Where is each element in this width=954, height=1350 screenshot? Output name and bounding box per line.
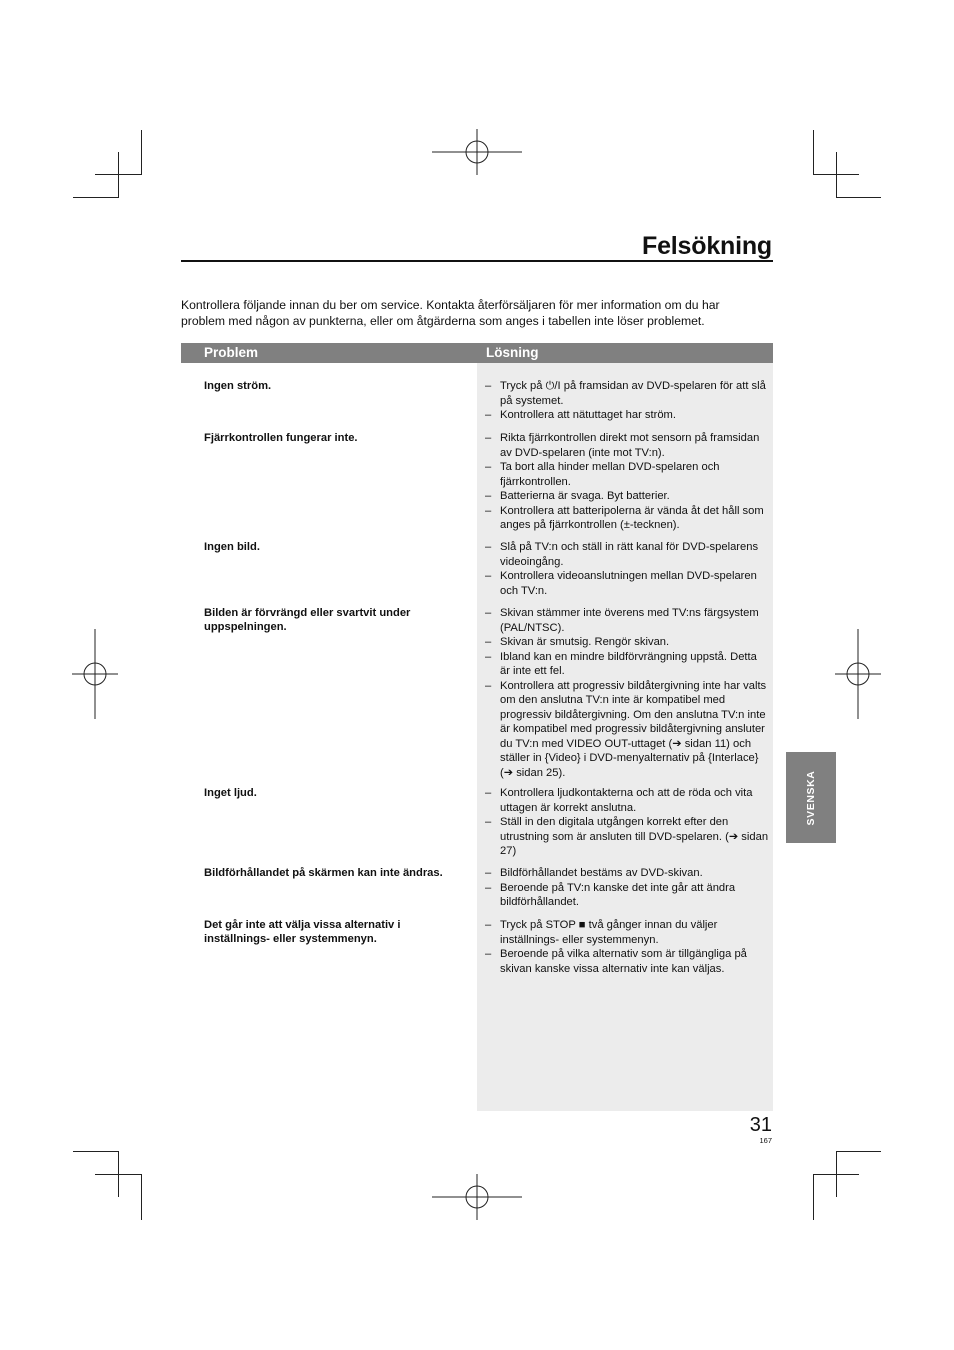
crop-mark: [836, 197, 881, 198]
solution-list: [485, 866, 769, 910]
crop-mark: [813, 1174, 859, 1175]
crop-mark: [73, 1151, 119, 1152]
page-number: 31: [749, 1114, 772, 1136]
crop-mark: [836, 1151, 881, 1152]
crop-mark: [118, 152, 119, 198]
problem-text: Ingen bild.: [204, 541, 260, 553]
sub-page-number: 167: [759, 1136, 772, 1145]
problem-text: Bildförhållandet på skärmen kan inte ändras.: [204, 867, 443, 879]
registration-target-icon: [432, 1152, 522, 1242]
title-underline: [181, 260, 773, 262]
table-header: [181, 343, 773, 363]
solution-item: – Skivan är smutsig. Rengör skivan.: [485, 635, 769, 650]
registration-target-icon: [50, 629, 140, 719]
solution-item: – Kontrollera videoanslutningen mellan DVD-spelaren och TV:n.: [485, 569, 769, 598]
problem-text: Fjärrkontrollen fungerar inte.: [204, 432, 358, 444]
language-tab: [786, 752, 836, 843]
solution-item: – Kontrollera att batteripolerna är vända åt det håll som anges på fjärrkontrollen (±-tecknen).: [485, 504, 769, 533]
crop-mark: [836, 152, 837, 198]
solution-item: – Rikta fjärrkontrollen direkt mot sensorn på framsidan av DVD-spelaren (inte mot TV:n).: [485, 431, 769, 460]
crop-mark: [141, 130, 142, 174]
solution-item: – Bildförhållandet bestäms av DVD-skivan.: [485, 866, 769, 881]
solution-list: [485, 606, 769, 780]
registration-target-icon: [813, 629, 903, 719]
solution-list: [485, 379, 769, 423]
solution-item: – Ibland kan en mindre bildförvrängning uppstå. Detta är inte ett fel.: [485, 650, 769, 679]
crop-mark: [813, 130, 814, 174]
intro-line: Kontrollera följande innan du ber om service. Kontakta återförsäljaren för mer information om du har: [181, 298, 720, 312]
solution-item: – Kontrollera att nätuttaget har ström.: [485, 408, 769, 423]
problem-text: Ingen ström.: [204, 380, 272, 392]
crop-mark: [141, 1174, 142, 1220]
solution-list: [485, 918, 769, 976]
header-problem: Problem: [204, 345, 259, 360]
crop-mark: [813, 1174, 814, 1220]
solution-item: – Skivan stämmer inte överens med TV:ns färgsystem (PAL/NTSC).: [485, 606, 769, 635]
solution-item: – Slå på TV:n och ställ in rätt kanal för DVD-spelarens videoingång.: [485, 540, 769, 569]
solution-list: [485, 786, 769, 859]
solution-item: – Beroende på TV:n kanske det inte går att ändra bildförhållandet.: [485, 881, 769, 910]
problem-text: Det går inte att välja vissa alternativ i inställnings- eller systemmenyn.: [204, 919, 401, 946]
solution-list: [485, 431, 769, 533]
header-solution: Lösning: [486, 345, 539, 360]
language-tab-label: SVENSKA: [805, 770, 817, 825]
solution-list: [485, 540, 769, 598]
crop-mark: [95, 1174, 142, 1175]
solution-item: – Tryck på STOP ■ två gånger innan du väljer inställnings- eller systemmenyn.: [485, 918, 769, 947]
solution-item: – Batterierna är svaga. Byt batterier.: [485, 489, 769, 504]
intro-paragraph: [181, 297, 781, 329]
solution-item: – Ställ in den digitala utgången korrekt efter den utrustning som är ansluten till DVD-spelaren. (➔ sidan 27): [485, 815, 769, 859]
problem-text: Bilden är förvrängd eller svartvit under uppspelningen.: [204, 607, 411, 634]
intro-line: problem med någon av punkterna, eller om åtgärderna som anges i tabellen inte löser problemet.: [181, 314, 705, 328]
solution-item: – Beroende på vilka alternativ som är tillgängliga på skivan kanske vissa alternativ inte kan väljas.: [485, 947, 769, 976]
solution-item: – Kontrollera ljudkontakterna och att de röda och vita uttagen är korrekt anslutna.: [485, 786, 769, 815]
solution-item: – Kontrollera att progressiv bildåtergivning inte har valts om den anslutna TV:n inte är kompatibel med progressiv bildåtergivning. Om den anslutna TV:n inte är kompatibel med progressiv bildåtergivning ansluter du TV:n med VIDEO OUT-uttaget (➔ sidan 11) och ställer in {Video} i DVD-menyalternativ på {Interlace} (➔ sidan 25).: [485, 679, 769, 781]
page-title: Felsökning: [642, 232, 772, 260]
problem-text: Inget ljud.: [204, 787, 257, 799]
solution-item: – Tryck på ⏻/I på framsidan av DVD-spelaren för att slå på systemet.: [485, 379, 769, 408]
registration-target-icon: [432, 107, 522, 197]
solution-item: – Ta bort alla hinder mellan DVD-spelaren och fjärrkontrollen.: [485, 460, 769, 489]
crop-mark: [73, 197, 119, 198]
